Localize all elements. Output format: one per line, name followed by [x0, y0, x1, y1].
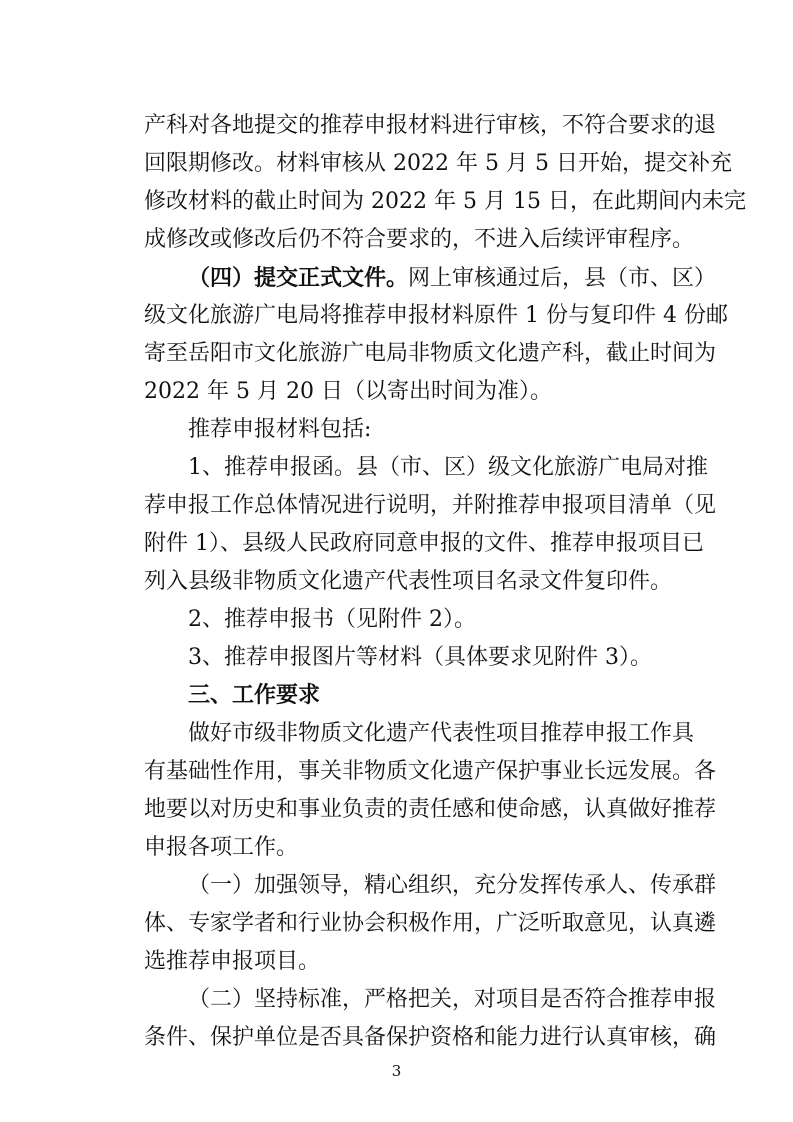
body-text-line: 地要以对历史和事业负责的责任感和使命感，认真做好推荐 [144, 797, 717, 822]
materials-intro: 推荐申报材料包括: [188, 417, 372, 442]
body-text-line: 条件、保护单位是否具备保护资格和能力进行认真审核，确 [144, 1025, 717, 1050]
body-text-line: 寄至岳阳市文化旅游广电局非物质文化遗产科，截止时间为 [144, 341, 717, 366]
body-text-line: 成修改或修改后仍不符合要求的，不进入后续评审程序。 [144, 227, 695, 252]
body-text-line: 有基础性作用，事关非物质文化遗产保护事业长远发展。各 [144, 759, 717, 784]
body-text-line: 体、专家学者和行业协会积极作用，广泛听取意见，认真遴 [144, 911, 717, 936]
body-text-line: 附件 1）、县级人民政府同意申报的文件、推荐申报项目已 [144, 531, 704, 556]
page-number: 3 [391, 1062, 402, 1080]
section-4-first-line [188, 263, 717, 294]
list-item-3: 3、推荐申报图片等材料（具体要求见附件 3）。 [188, 645, 652, 670]
body-text-line: 选推荐申报项目。 [144, 949, 321, 974]
section-4-heading: （四）提交正式文件。 [188, 265, 409, 291]
requirement-1-line: （一）加强领导，精心组织，充分发挥传承人、传承群 [188, 873, 717, 898]
body-text-line: 列入县级非物质文化遗产代表性项目名录文件复印件。 [144, 569, 673, 594]
list-item-1-line: 1、推荐申报函。县（市、区）级文化旅游广电局对推 [188, 455, 708, 480]
body-text-line: 产科对各地提交的推荐申报材料进行审核，不符合要求的退 [144, 113, 717, 138]
section-heading-work-requirements: 三、工作要求 [188, 683, 321, 708]
body-text-line: 级文化旅游广电局将推荐申报材料原件 1 份与复印件 4 份邮 [144, 303, 728, 328]
list-item-2: 2、推荐申报书（见附件 2）。 [188, 607, 476, 632]
body-text-line: 修改材料的截止时间为 2022 年 5 月 15 日，在此期间内未完 [144, 189, 746, 214]
body-text-line: 2022 年 5 月 20 日（以寄出时间为准）。 [144, 379, 552, 404]
body-text-span: 网上审核通过后，县（市、区） [408, 266, 717, 291]
body-text-line: 申报各项工作。 [144, 835, 299, 860]
requirement-2-line: （二）坚持标准，严格把关，对项目是否符合推荐申报 [188, 987, 717, 1012]
body-text-line: 做好市级非物质文化遗产代表性项目推荐申报工作具 [188, 721, 695, 746]
body-text-line: 回限期修改。材料审核从 2022 年 5 月 5 日开始，提交补充 [144, 151, 732, 176]
body-text-line: 荐申报工作总体情况进行说明，并附推荐申报项目清单（见 [144, 493, 717, 518]
